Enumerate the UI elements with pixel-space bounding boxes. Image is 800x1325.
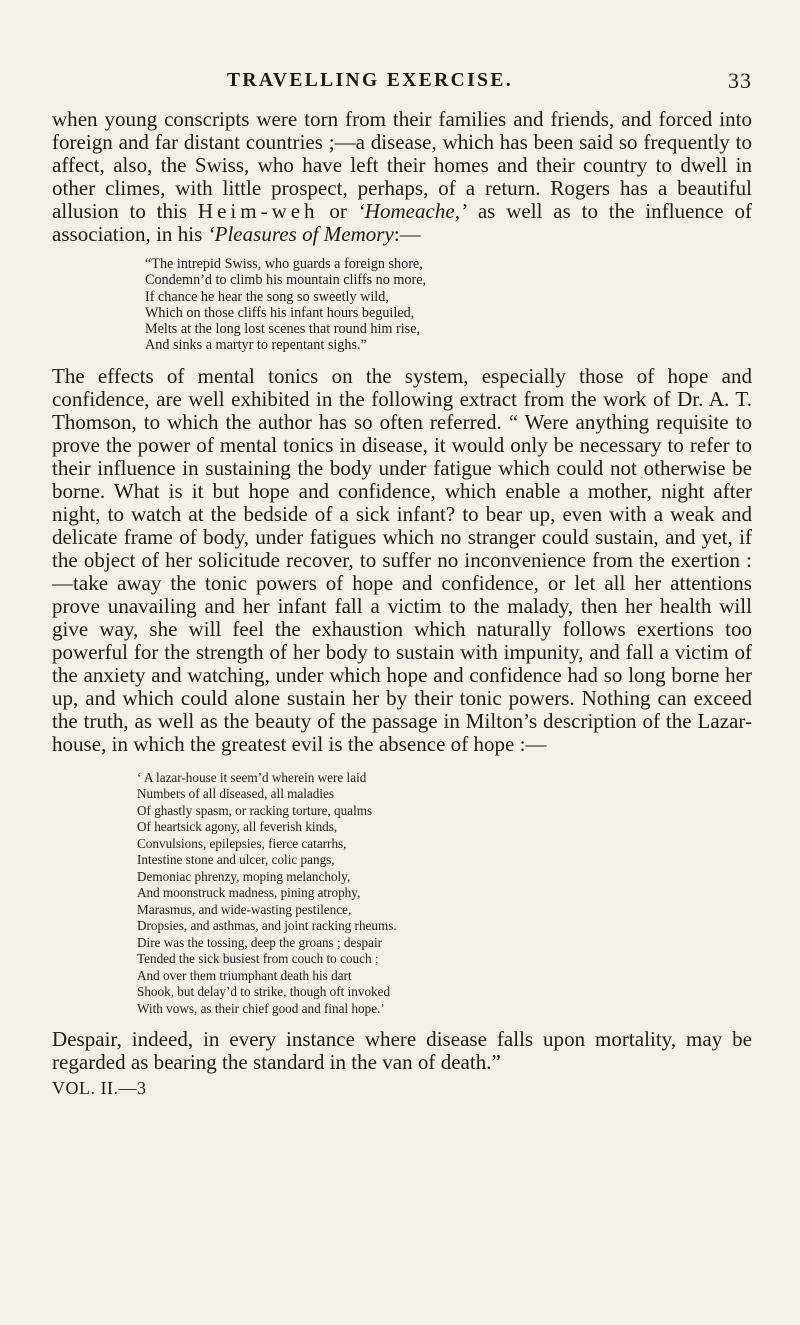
homeache-term: ‘Homeache,’: [357, 199, 468, 223]
poem-line: And moonstruck madness, pining atrophy,: [137, 885, 361, 901]
poem-line: Convulsions, epilepsies, fierce catarrhs,: [137, 835, 347, 851]
paragraph-swiss-line: been said so frequently to affect, also, the Swiss, who have left their: [52, 130, 752, 177]
poem-line: Condemn’d to climb his mountain cliffs no more,: [145, 272, 427, 289]
poem-line: Shook, but delay’d to strike, though oft invoked: [137, 984, 391, 1000]
poem-line: If chance he hear the song so sweetly wild,: [145, 288, 389, 305]
paragraph-swiss-line: as well as to the influence of association, in his: [52, 199, 752, 246]
signature-mark: VOL. II.—3: [52, 1078, 147, 1099]
poem-line: Demoniac phrenzy, moping melancholy,: [137, 868, 351, 884]
poem-line: ‘ A lazar-house it seem’d wherein were laid: [137, 769, 367, 785]
running-head: [52, 62, 752, 96]
paragraph-mental-tonics: The effects of mental tonics on the system, especially those of hope and confidence, are well exhibited in the following extract from the work of Dr. A. T. Thomson, to which the author has so often referred. “ Were anything requisite to prove the power of mental tonics in disease, it would only be necessary to refer to their influence in sustaining the body under fatigue which could not otherwise be borne. What is it but hope and confidence, which enable a mother, night after night, to watch at the bedside of a sick infant? to bear up, even with a weak and delicate frame of body, under fatigues which no stranger could sustain, and yet, if the object of her solicitude recover, to suffer no inconvenience from the exertion :—take away the tonic powers of hope and confidence, or let all her attentions prove unavailing and her infant fall a victim to the malady, then her health will give way, she will feel the exhaustion which naturally follows exertions too powerful for the strength of her body to sustain with impunity, and fall a victim of the anxiety and watching, under which hope and confidence had so long borne her up, and which could alone sustain her by their tonic powers. Nothing can exceed the truth, as well as the beauty of the passage in Milton’s description of the Lazar-house, in which the greatest evil is the absence of hope :—: [52, 363, 752, 756]
poem-lazar-house: [52, 770, 752, 1018]
poem-line: And sinks a martyr to repentant sighs.”: [145, 337, 367, 354]
poem-line: Tended the sick busiest from couch to couch ;: [137, 951, 379, 967]
poem-line: Numbers of all diseased, all maladies: [137, 786, 335, 802]
paragraph-swiss-line: or: [329, 199, 347, 223]
poem-line: Marasmus, and wide-wasting pestilence,: [137, 901, 352, 917]
paragraph-swiss: [52, 108, 752, 246]
pleasures-of-memory-title: ‘Pleasures of Memory: [207, 222, 394, 246]
poem-line: Of heartsick agony, all feverish kinds,: [137, 819, 338, 835]
poem-line: Melts at the long lost scenes that round him rise,: [145, 321, 421, 338]
poem-line: “The intrepid Swiss, who guards a foreign shore,: [145, 256, 423, 272]
running-head-title: TRAVELLING EXERCISE.: [227, 70, 514, 91]
paragraph-swiss-line: forced into foreign and far distant countries ;—a disease, which has: [52, 107, 752, 154]
heimweh-term: Heim-weh: [197, 199, 319, 223]
poem-swiss: [52, 256, 752, 354]
page-number: 33: [728, 68, 752, 93]
poem-line: Of ghastly spasm, or racking torture, qualms: [137, 802, 373, 818]
book-page: [52, 62, 752, 1098]
poem-line: And over them triumphant death his dart: [137, 967, 352, 983]
poem-line: With vows, as their chief good and final hope.’: [137, 1000, 385, 1016]
paragraph-swiss-line: homes and their country to dwell in other climes, with little prospect,: [52, 153, 752, 200]
poem-line: Which on those cliffs his infant hours beguiled,: [145, 304, 415, 321]
poem-line: Dropsies, and asthmas, and joint racking rheums.: [137, 918, 397, 934]
poem-line: Dire was the tossing, deep the groans ; despair: [137, 934, 383, 950]
paragraph-swiss-line: when young conscripts were torn from their families and friends, and: [52, 107, 652, 131]
paragraph-swiss-line: perhaps, of a return. Rogers has a beautiful allusion to this: [52, 176, 752, 223]
poem-line: Intestine stone and ulcer, colic pangs,: [137, 852, 335, 868]
paragraph-swiss-line: :—: [393, 222, 421, 246]
paragraph-despair: Despair, indeed, in every instance where disease falls upon mortality, may be regarded as bearing the standard in the van of death.”: [52, 1027, 752, 1075]
